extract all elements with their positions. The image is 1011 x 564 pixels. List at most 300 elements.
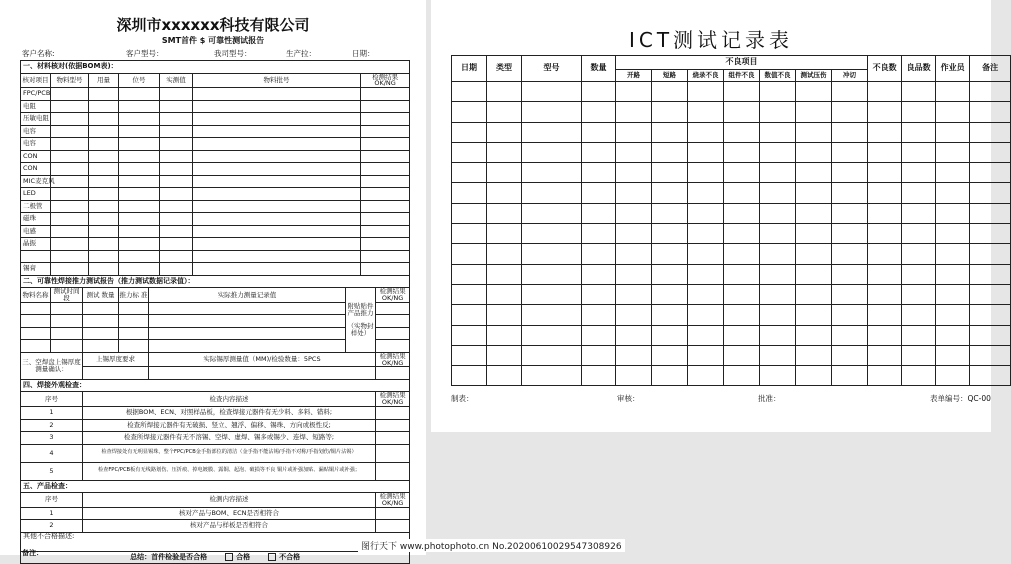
ict-entry-cell[interactable] — [652, 284, 688, 304]
ict-entry-cell[interactable] — [868, 183, 902, 203]
ict-entry-cell[interactable] — [688, 345, 724, 365]
ict-entry-cell[interactable] — [936, 203, 970, 223]
material-entry-cell[interactable] — [361, 250, 410, 263]
material-entry-cell[interactable] — [160, 200, 193, 213]
fail-option[interactable] — [268, 553, 300, 561]
material-entry-cell[interactable] — [160, 213, 193, 226]
result-cell[interactable] — [376, 520, 410, 533]
ict-entry-cell[interactable] — [487, 183, 522, 203]
ict-entry-cell[interactable] — [832, 82, 868, 102]
ict-entry-cell[interactable] — [724, 224, 760, 244]
ict-entry-cell[interactable] — [616, 82, 652, 102]
material-entry-cell[interactable] — [160, 238, 193, 251]
ict-entry-cell[interactable] — [487, 325, 522, 345]
ict-entry-cell[interactable] — [616, 345, 652, 365]
ict-entry-cell[interactable] — [760, 122, 796, 142]
ict-entry-cell[interactable] — [868, 203, 902, 223]
ict-entry-cell[interactable] — [832, 122, 868, 142]
ict-entry-cell[interactable] — [868, 142, 902, 162]
ict-entry-cell[interactable] — [936, 305, 970, 325]
ict-entry-cell[interactable] — [522, 82, 582, 102]
material-entry-cell[interactable] — [119, 125, 160, 138]
ict-entry-cell[interactable] — [796, 284, 832, 304]
ict-entry-cell[interactable] — [796, 122, 832, 142]
material-entry-cell[interactable] — [89, 250, 119, 263]
material-entry-cell[interactable] — [160, 138, 193, 151]
material-entry-cell[interactable] — [160, 125, 193, 138]
ict-entry-cell[interactable] — [760, 244, 796, 264]
ict-entry-cell[interactable] — [832, 345, 868, 365]
material-entry-cell[interactable] — [89, 225, 119, 238]
ict-entry-cell[interactable] — [832, 203, 868, 223]
ict-entry-cell[interactable] — [970, 264, 1011, 284]
pass-option[interactable] — [225, 553, 250, 561]
ict-entry-cell[interactable] — [724, 163, 760, 183]
ict-entry-cell[interactable] — [688, 284, 724, 304]
ict-entry-cell[interactable] — [902, 183, 936, 203]
ict-entry-cell[interactable] — [868, 366, 902, 386]
ict-entry-cell[interactable] — [832, 264, 868, 284]
ict-entry-cell[interactable] — [652, 102, 688, 122]
ict-entry-cell[interactable] — [724, 305, 760, 325]
ict-entry-cell[interactable] — [487, 142, 522, 162]
material-entry-cell[interactable] — [160, 263, 193, 276]
material-entry-cell[interactable] — [119, 175, 160, 188]
ict-entry-cell[interactable] — [487, 82, 522, 102]
material-entry-cell[interactable] — [193, 213, 361, 226]
ict-entry-cell[interactable] — [522, 264, 582, 284]
ict-entry-cell[interactable] — [487, 305, 522, 325]
ict-entry-cell[interactable] — [796, 183, 832, 203]
material-entry-cell[interactable] — [193, 200, 361, 213]
ict-entry-cell[interactable] — [902, 244, 936, 264]
ict-entry-cell[interactable] — [582, 305, 616, 325]
ict-entry-cell[interactable] — [522, 102, 582, 122]
ict-entry-cell[interactable] — [487, 163, 522, 183]
ict-entry-cell[interactable] — [616, 203, 652, 223]
material-entry-cell[interactable] — [119, 225, 160, 238]
ict-entry-cell[interactable] — [902, 122, 936, 142]
ict-entry-cell[interactable] — [724, 366, 760, 386]
material-entry-cell[interactable] — [89, 88, 119, 101]
material-entry-cell[interactable] — [160, 188, 193, 201]
material-entry-cell[interactable] — [119, 150, 160, 163]
material-entry-cell[interactable] — [51, 238, 89, 251]
ict-entry-cell[interactable] — [936, 325, 970, 345]
ict-entry-cell[interactable] — [582, 163, 616, 183]
ict-entry-cell[interactable] — [936, 142, 970, 162]
material-entry-cell[interactable] — [193, 150, 361, 163]
material-entry-cell[interactable] — [51, 263, 89, 276]
material-entry-cell[interactable] — [89, 150, 119, 163]
ict-entry-cell[interactable] — [616, 224, 652, 244]
ict-entry-cell[interactable] — [582, 325, 616, 345]
ict-entry-cell[interactable] — [452, 82, 487, 102]
material-entry-cell[interactable] — [193, 263, 361, 276]
ict-entry-cell[interactable] — [902, 345, 936, 365]
ict-entry-cell[interactable] — [796, 244, 832, 264]
ict-entry-cell[interactable] — [868, 224, 902, 244]
material-entry-cell[interactable] — [160, 88, 193, 101]
push-entry-cell[interactable] — [119, 327, 149, 340]
ict-entry-cell[interactable] — [796, 142, 832, 162]
ict-entry-cell[interactable] — [970, 122, 1011, 142]
material-entry-cell[interactable] — [361, 188, 410, 201]
ict-entry-cell[interactable] — [970, 142, 1011, 162]
ict-entry-cell[interactable] — [724, 264, 760, 284]
material-entry-cell[interactable] — [89, 163, 119, 176]
ict-entry-cell[interactable] — [616, 284, 652, 304]
ict-entry-cell[interactable] — [936, 122, 970, 142]
ict-entry-cell[interactable] — [796, 305, 832, 325]
ict-entry-cell[interactable] — [970, 366, 1011, 386]
material-entry-cell[interactable] — [160, 225, 193, 238]
ict-entry-cell[interactable] — [724, 325, 760, 345]
ict-entry-cell[interactable] — [522, 122, 582, 142]
material-entry-cell[interactable] — [89, 100, 119, 113]
material-entry-cell[interactable] — [119, 113, 160, 126]
ict-entry-cell[interactable] — [616, 264, 652, 284]
ict-entry-cell[interactable] — [688, 325, 724, 345]
material-entry-cell[interactable] — [119, 163, 160, 176]
material-entry-cell[interactable] — [160, 113, 193, 126]
material-entry-cell[interactable] — [119, 238, 160, 251]
ict-entry-cell[interactable] — [832, 325, 868, 345]
material-entry-cell[interactable] — [160, 250, 193, 263]
ict-entry-cell[interactable] — [868, 345, 902, 365]
material-entry-cell[interactable] — [51, 100, 89, 113]
ict-entry-cell[interactable] — [832, 224, 868, 244]
material-entry-cell[interactable] — [361, 163, 410, 176]
material-entry-cell[interactable] — [51, 163, 89, 176]
ict-entry-cell[interactable] — [868, 305, 902, 325]
ict-entry-cell[interactable] — [760, 203, 796, 223]
ict-entry-cell[interactable] — [724, 284, 760, 304]
material-entry-cell[interactable] — [160, 150, 193, 163]
material-entry-cell[interactable] — [89, 200, 119, 213]
material-entry-cell[interactable] — [361, 125, 410, 138]
material-entry-cell[interactable] — [119, 213, 160, 226]
push-entry-cell[interactable] — [376, 327, 410, 340]
material-entry-cell[interactable] — [160, 175, 193, 188]
ict-entry-cell[interactable] — [936, 163, 970, 183]
material-entry-cell[interactable] — [51, 125, 89, 138]
ict-entry-cell[interactable] — [796, 366, 832, 386]
material-entry-cell[interactable] — [119, 200, 160, 213]
ict-entry-cell[interactable] — [902, 264, 936, 284]
ict-entry-cell[interactable] — [652, 142, 688, 162]
push-entry-cell[interactable] — [149, 302, 346, 315]
ict-entry-cell[interactable] — [688, 244, 724, 264]
ict-entry-cell[interactable] — [652, 345, 688, 365]
ict-entry-cell[interactable] — [970, 244, 1011, 264]
ict-entry-cell[interactable] — [970, 284, 1011, 304]
ict-entry-cell[interactable] — [616, 183, 652, 203]
material-entry-cell[interactable] — [361, 100, 410, 113]
ict-entry-cell[interactable] — [652, 203, 688, 223]
material-entry-cell[interactable] — [361, 150, 410, 163]
push-entry-cell[interactable] — [149, 315, 346, 328]
ict-entry-cell[interactable] — [688, 102, 724, 122]
ict-entry-cell[interactable] — [970, 82, 1011, 102]
ict-entry-cell[interactable] — [652, 325, 688, 345]
ict-entry-cell[interactable] — [760, 264, 796, 284]
ict-entry-cell[interactable] — [936, 284, 970, 304]
push-entry-cell[interactable] — [21, 302, 51, 315]
push-entry-cell[interactable] — [119, 302, 149, 315]
material-entry-cell[interactable] — [51, 225, 89, 238]
ict-entry-cell[interactable] — [902, 366, 936, 386]
ict-entry-cell[interactable] — [970, 325, 1011, 345]
material-entry-cell[interactable] — [89, 263, 119, 276]
ict-entry-cell[interactable] — [522, 325, 582, 345]
ict-entry-cell[interactable] — [832, 102, 868, 122]
material-entry-cell[interactable] — [193, 175, 361, 188]
material-entry-cell[interactable] — [51, 88, 89, 101]
ict-entry-cell[interactable] — [796, 224, 832, 244]
ict-entry-cell[interactable] — [724, 183, 760, 203]
ict-entry-cell[interactable] — [688, 183, 724, 203]
ict-entry-cell[interactable] — [582, 203, 616, 223]
ict-entry-cell[interactable] — [616, 244, 652, 264]
ict-entry-cell[interactable] — [760, 345, 796, 365]
material-entry-cell[interactable] — [51, 250, 89, 263]
push-entry-cell[interactable] — [51, 315, 83, 328]
result-cell[interactable] — [376, 462, 410, 480]
ict-entry-cell[interactable] — [970, 203, 1011, 223]
ict-entry-cell[interactable] — [760, 163, 796, 183]
ict-entry-cell[interactable] — [796, 102, 832, 122]
ict-entry-cell[interactable] — [688, 163, 724, 183]
material-entry-cell[interactable] — [361, 88, 410, 101]
thickness-entry-cell[interactable] — [149, 367, 376, 380]
ict-entry-cell[interactable] — [796, 82, 832, 102]
ict-entry-cell[interactable] — [832, 284, 868, 304]
ict-entry-cell[interactable] — [652, 366, 688, 386]
ict-entry-cell[interactable] — [760, 82, 796, 102]
ict-entry-cell[interactable] — [902, 203, 936, 223]
ict-entry-cell[interactable] — [452, 284, 487, 304]
ict-entry-cell[interactable] — [522, 203, 582, 223]
ict-entry-cell[interactable] — [582, 224, 616, 244]
ict-entry-cell[interactable] — [582, 345, 616, 365]
ict-entry-cell[interactable] — [652, 122, 688, 142]
ict-entry-cell[interactable] — [832, 183, 868, 203]
material-entry-cell[interactable] — [51, 150, 89, 163]
ict-entry-cell[interactable] — [487, 122, 522, 142]
push-entry-cell[interactable] — [376, 315, 410, 328]
ict-entry-cell[interactable] — [724, 345, 760, 365]
ict-entry-cell[interactable] — [832, 244, 868, 264]
ict-entry-cell[interactable] — [688, 203, 724, 223]
ict-entry-cell[interactable] — [688, 305, 724, 325]
ict-entry-cell[interactable] — [487, 264, 522, 284]
ict-entry-cell[interactable] — [452, 305, 487, 325]
ict-entry-cell[interactable] — [902, 163, 936, 183]
ict-entry-cell[interactable] — [582, 264, 616, 284]
ict-entry-cell[interactable] — [832, 142, 868, 162]
push-entry-cell[interactable] — [119, 315, 149, 328]
ict-entry-cell[interactable] — [522, 183, 582, 203]
material-entry-cell[interactable] — [361, 225, 410, 238]
ict-entry-cell[interactable] — [796, 325, 832, 345]
ict-entry-cell[interactable] — [868, 244, 902, 264]
ict-entry-cell[interactable] — [688, 142, 724, 162]
material-entry-cell[interactable] — [89, 188, 119, 201]
material-entry-cell[interactable] — [119, 88, 160, 101]
material-entry-cell[interactable] — [119, 188, 160, 201]
push-entry-cell[interactable] — [51, 302, 83, 315]
ict-entry-cell[interactable] — [652, 82, 688, 102]
push-entry-cell[interactable] — [21, 340, 51, 353]
ict-entry-cell[interactable] — [724, 102, 760, 122]
material-entry-cell[interactable] — [361, 213, 410, 226]
ict-entry-cell[interactable] — [796, 345, 832, 365]
ict-entry-cell[interactable] — [652, 224, 688, 244]
push-entry-cell[interactable] — [83, 315, 119, 328]
push-entry-cell[interactable] — [51, 327, 83, 340]
ict-entry-cell[interactable] — [936, 82, 970, 102]
ict-entry-cell[interactable] — [970, 224, 1011, 244]
push-entry-cell[interactable] — [21, 327, 51, 340]
ict-entry-cell[interactable] — [936, 224, 970, 244]
ict-entry-cell[interactable] — [452, 224, 487, 244]
ict-entry-cell[interactable] — [652, 163, 688, 183]
fail-checkbox[interactable] — [268, 553, 276, 561]
push-entry-cell[interactable] — [51, 340, 83, 353]
ict-entry-cell[interactable] — [452, 102, 487, 122]
ict-entry-cell[interactable] — [902, 284, 936, 304]
result-cell[interactable] — [376, 507, 410, 520]
material-entry-cell[interactable] — [119, 263, 160, 276]
ict-entry-cell[interactable] — [902, 325, 936, 345]
ict-entry-cell[interactable] — [936, 244, 970, 264]
ict-entry-cell[interactable] — [522, 244, 582, 264]
material-entry-cell[interactable] — [89, 138, 119, 151]
ict-entry-cell[interactable] — [970, 102, 1011, 122]
push-entry-cell[interactable] — [83, 340, 119, 353]
ict-entry-cell[interactable] — [760, 305, 796, 325]
ict-entry-cell[interactable] — [936, 366, 970, 386]
ict-entry-cell[interactable] — [487, 345, 522, 365]
ict-entry-cell[interactable] — [760, 325, 796, 345]
ict-entry-cell[interactable] — [452, 142, 487, 162]
ict-entry-cell[interactable] — [796, 163, 832, 183]
ict-entry-cell[interactable] — [582, 142, 616, 162]
push-entry-cell[interactable] — [149, 340, 346, 353]
ict-entry-cell[interactable] — [487, 284, 522, 304]
material-entry-cell[interactable] — [160, 163, 193, 176]
ict-entry-cell[interactable] — [868, 284, 902, 304]
push-entry-cell[interactable] — [21, 315, 51, 328]
ict-entry-cell[interactable] — [452, 264, 487, 284]
ict-entry-cell[interactable] — [487, 366, 522, 386]
ict-entry-cell[interactable] — [452, 163, 487, 183]
ict-entry-cell[interactable] — [760, 142, 796, 162]
ict-entry-cell[interactable] — [616, 163, 652, 183]
ict-entry-cell[interactable] — [487, 244, 522, 264]
ict-entry-cell[interactable] — [832, 163, 868, 183]
material-entry-cell[interactable] — [361, 263, 410, 276]
ict-entry-cell[interactable] — [724, 82, 760, 102]
pass-checkbox[interactable] — [225, 553, 233, 561]
push-entry-cell[interactable] — [83, 327, 119, 340]
ict-entry-cell[interactable] — [452, 366, 487, 386]
ict-entry-cell[interactable] — [616, 325, 652, 345]
ict-entry-cell[interactable] — [688, 264, 724, 284]
ict-entry-cell[interactable] — [452, 183, 487, 203]
ict-entry-cell[interactable] — [582, 82, 616, 102]
ict-entry-cell[interactable] — [616, 366, 652, 386]
ict-entry-cell[interactable] — [452, 244, 487, 264]
result-cell[interactable] — [376, 432, 410, 445]
material-entry-cell[interactable] — [89, 175, 119, 188]
ict-entry-cell[interactable] — [868, 82, 902, 102]
ict-entry-cell[interactable] — [760, 224, 796, 244]
ict-entry-cell[interactable] — [522, 142, 582, 162]
ict-entry-cell[interactable] — [868, 264, 902, 284]
material-entry-cell[interactable] — [89, 238, 119, 251]
thickness-entry-cell[interactable] — [376, 367, 410, 380]
thickness-entry-cell[interactable] — [83, 367, 149, 380]
ict-entry-cell[interactable] — [724, 122, 760, 142]
result-cell[interactable] — [376, 407, 410, 420]
ict-entry-cell[interactable] — [652, 183, 688, 203]
material-entry-cell[interactable] — [51, 175, 89, 188]
ict-entry-cell[interactable] — [452, 325, 487, 345]
material-entry-cell[interactable] — [119, 100, 160, 113]
ict-entry-cell[interactable] — [724, 142, 760, 162]
ict-entry-cell[interactable] — [582, 183, 616, 203]
material-entry-cell[interactable] — [193, 225, 361, 238]
material-entry-cell[interactable] — [89, 125, 119, 138]
ict-entry-cell[interactable] — [522, 284, 582, 304]
ict-entry-cell[interactable] — [522, 163, 582, 183]
result-cell[interactable] — [376, 444, 410, 462]
ict-entry-cell[interactable] — [760, 183, 796, 203]
material-entry-cell[interactable] — [361, 200, 410, 213]
material-entry-cell[interactable] — [51, 188, 89, 201]
material-entry-cell[interactable] — [51, 138, 89, 151]
ict-entry-cell[interactable] — [760, 102, 796, 122]
ict-entry-cell[interactable] — [868, 163, 902, 183]
ict-entry-cell[interactable] — [582, 122, 616, 142]
ict-entry-cell[interactable] — [868, 325, 902, 345]
ict-entry-cell[interactable] — [688, 82, 724, 102]
ict-entry-cell[interactable] — [616, 305, 652, 325]
ict-entry-cell[interactable] — [832, 366, 868, 386]
ict-entry-cell[interactable] — [688, 366, 724, 386]
ict-entry-cell[interactable] — [868, 102, 902, 122]
material-entry-cell[interactable] — [361, 113, 410, 126]
ict-entry-cell[interactable] — [970, 305, 1011, 325]
material-entry-cell[interactable] — [193, 163, 361, 176]
push-entry-cell[interactable] — [376, 302, 410, 315]
ict-entry-cell[interactable] — [522, 305, 582, 325]
material-entry-cell[interactable] — [89, 213, 119, 226]
ict-entry-cell[interactable] — [652, 264, 688, 284]
material-entry-cell[interactable] — [51, 213, 89, 226]
ict-entry-cell[interactable] — [487, 102, 522, 122]
ict-entry-cell[interactable] — [688, 224, 724, 244]
ict-entry-cell[interactable] — [796, 264, 832, 284]
material-entry-cell[interactable] — [193, 113, 361, 126]
ict-entry-cell[interactable] — [970, 163, 1011, 183]
material-entry-cell[interactable] — [193, 138, 361, 151]
ict-entry-cell[interactable] — [522, 366, 582, 386]
ict-entry-cell[interactable] — [936, 102, 970, 122]
material-entry-cell[interactable] — [119, 250, 160, 263]
